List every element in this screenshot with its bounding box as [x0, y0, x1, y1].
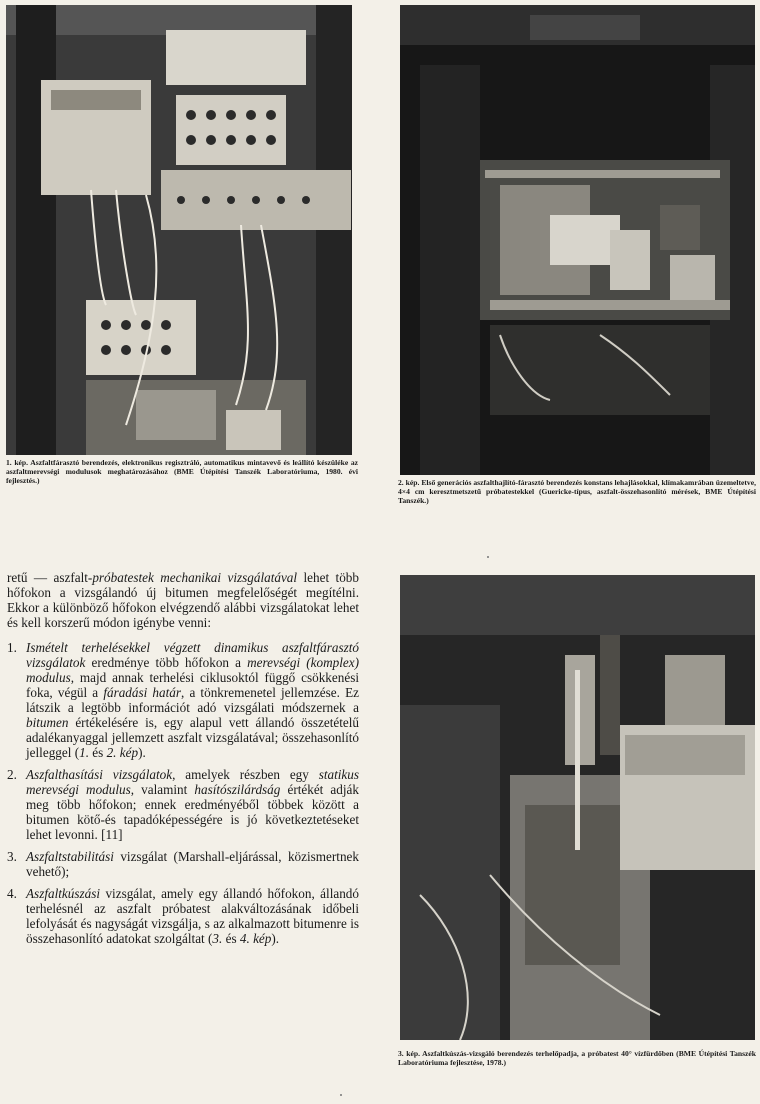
- photo-3-image: [400, 575, 755, 1040]
- list-item-1: [7, 640, 359, 760]
- caption-2-text: Első generációs aszfalthajlító-fárasztó berendezés konstans lehajlásokkal, klímakamrában üzemeltetve, 4×4 cm keresztmetszetű próbatestekkel (Guericke-típus, aszfalt-összehasonlító mérések, BME Útépítési Tanszék.): [398, 478, 757, 505]
- item-1-part: merevségi (komplex) modulus: [26, 655, 359, 685]
- photo-1: [6, 5, 352, 455]
- item-4-part: ).: [271, 931, 280, 946]
- test-list: [7, 640, 359, 946]
- intro-paragraph: [7, 570, 359, 630]
- speck: [487, 556, 489, 558]
- list-item-number: 2.: [7, 767, 17, 782]
- caption-1: [6, 458, 358, 485]
- item-1-part: 2. kép: [106, 745, 139, 760]
- item-4-part: 3.: [212, 931, 223, 946]
- caption-3: [398, 1049, 756, 1067]
- item-1-part: fáradási határ: [103, 685, 181, 700]
- intro-text-1: retű — aszfalt-: [7, 570, 93, 585]
- item-1-part: bitumen: [26, 715, 69, 730]
- item-1-part: és: [88, 745, 107, 760]
- item-2-part: , valamint: [130, 782, 195, 797]
- item-4-part: Aszfaltkúszási: [26, 886, 101, 901]
- item-2-part: , amelyek részben egy: [172, 767, 319, 782]
- photo-1-image: [6, 5, 352, 455]
- caption-1-number: 1. kép.: [6, 458, 29, 467]
- item-1-part: Ismételt terhelésekkel végzett dinamikus aszfaltfárasztó vizsgálatok: [26, 640, 359, 670]
- item-1-part: értékelésére is, egy alapul vett állandó összetételű adalékanyaggal jellemzett aszfalt vizsgálatával; összehasonlító jelleggel (: [26, 715, 359, 760]
- body-text: [7, 570, 359, 953]
- item-3-part: vizsgálat (Marshall-eljárással, közismertnek vehető);: [26, 849, 359, 879]
- list-item-4: [7, 886, 359, 946]
- item-1-part: 1.: [79, 745, 89, 760]
- list-item-3: [7, 849, 359, 879]
- item-2-part: hasítószilárdság: [194, 782, 281, 797]
- item-4-part: vizsgálat, amely egy állandó hőfokon, állandó terhelésnél az aszfalt próbatest alakváltozásának időbeli lefolyását és nagyságát vizsgálja, s az alkalmazott bitumenre is összehasonlító adatokat szolgáltat (: [26, 886, 359, 946]
- item-2-part: Aszfalthasítási vizsgálatok: [26, 767, 173, 782]
- speck: [340, 1094, 342, 1096]
- item-2-part: értékét adják meg több hőfokon; ennek eredményéből többek között a bitumen kötő-és tapadóképességére is jó következtetéseket lehet levonni. [11]: [26, 782, 359, 842]
- caption-2-number: 2. kép.: [398, 478, 420, 487]
- list-item-number: 1.: [7, 640, 17, 655]
- item-1-part: eredménye több hőfokon a: [85, 655, 248, 670]
- photo-3: [400, 575, 755, 1040]
- list-item-2: [7, 767, 359, 842]
- caption-3-text: Aszfaltkúszás-vizsgáló berendezés terhelőpadja, a próbatest 40° vízfürdőben (BME Útépítési Tanszék Laboratóriuma fejlesztése, 1978.): [398, 1049, 757, 1067]
- caption-1-text: Aszfaltfárasztó berendezés, elektronikus regisztráló, automatikus mintavevő és leállító készüléke az aszfaltmerevségi modulusok meghatározásához (BME Útépítési Tanszék Laboratóriuma, 1980. évi fejlesztés.): [6, 458, 359, 485]
- item-1-part: ).: [138, 745, 146, 760]
- item-4-part: és: [222, 931, 240, 946]
- item-4-part: 4. kép: [239, 931, 272, 946]
- photo-2-image: [400, 5, 755, 475]
- item-3-part: Aszfaltstabilitási: [26, 849, 114, 864]
- caption-2: [398, 478, 756, 505]
- list-item-number: 4.: [7, 886, 17, 901]
- item-2-part: statikus merevségi modulus: [26, 767, 359, 797]
- list-item-number: 3.: [7, 849, 17, 864]
- caption-3-number: 3. kép.: [398, 1049, 420, 1058]
- intro-text-em: próbatestek mechanikai vizsgálatával: [92, 570, 298, 585]
- photo-2: [400, 5, 755, 475]
- item-1-part: , a tönkremenetel jellemzése. Ez látszik a legtöbb információt adó vizsgálati módszernek a: [26, 685, 359, 715]
- intro-text-2: lehet több hőfokon a vizsgálandó új bitumen megfelelőségét megítélni. Ekkor a különböző hőfokon elvégzendő alábbi vizsgálatokat lehet és kell korszerű módon igénybe venni:: [7, 570, 359, 630]
- item-1-part: , majd annak terhelési ciklusoktól függő csökkenési foka, végül a: [26, 670, 359, 700]
